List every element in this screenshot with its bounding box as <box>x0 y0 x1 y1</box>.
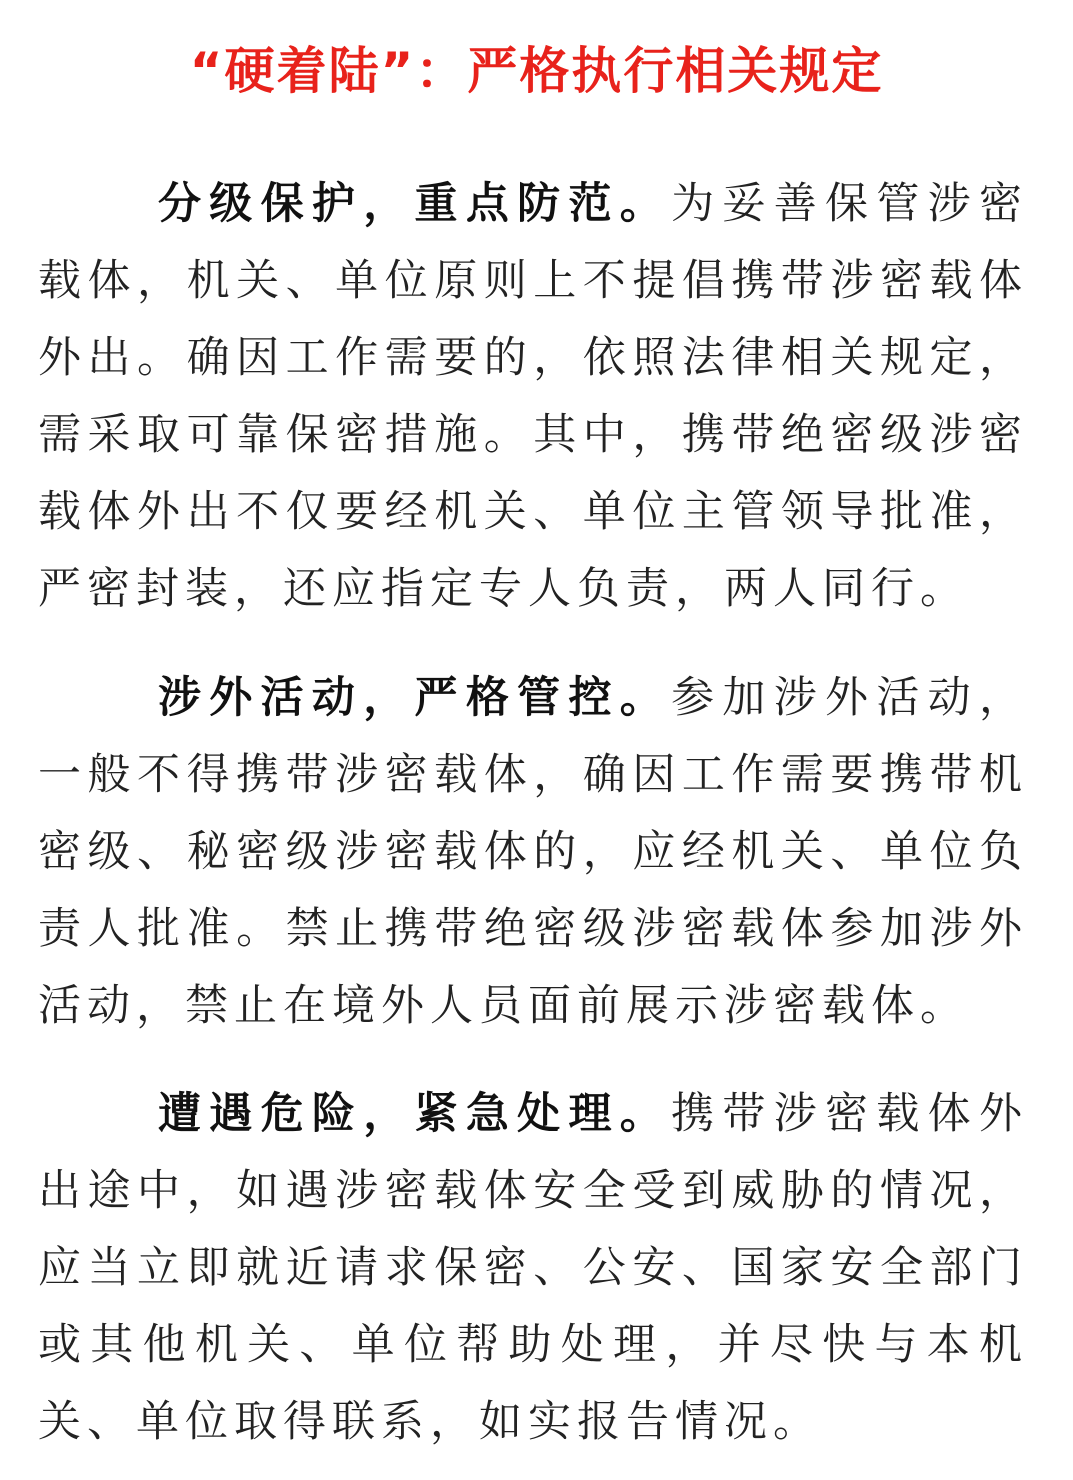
section-body: 参加涉外活动，一般不得携带涉密载体，确因工作需要携带机密级、秘密级涉密载体的，应经机关、单位负责人批准。禁止携带绝密级涉密载体参加涉外活动，禁止在境外人员面前展示涉密载体。 <box>38 673 1028 1031</box>
section-emergency-handling <box>38 1076 1028 1461</box>
section-body: 携带涉密载体外出途中，如遇涉密载体安全受到威胁的情况，应当立即就近请求保密、公安、国家安全部门或其他机关、单位帮助处理，并尽快与本机关、单位取得联系，如实报告情况。 <box>38 1089 1028 1447</box>
section-foreign-activities <box>38 660 1028 1045</box>
section-heading: 涉外活动，严格管控。 <box>158 673 672 723</box>
section-graded-protection <box>38 166 1028 628</box>
section-heading: 分级保护，重点防范。 <box>158 179 672 229</box>
section-body: 为妥善保管涉密载体，机关、单位原则上不提倡携带涉密载体外出。确因工作需要的，依照法律相关规定，需采取可靠保密措施。其中，携带绝密级涉密载体外出不仅要经机关、单位主管领导批准，严密封装，还应指定专人负责，两人同行。 <box>38 179 1028 614</box>
page-title: “硬着陆”：严格执行相关规定 <box>189 42 884 100</box>
section-heading: 遭遇危险，紧急处理。 <box>158 1089 672 1139</box>
